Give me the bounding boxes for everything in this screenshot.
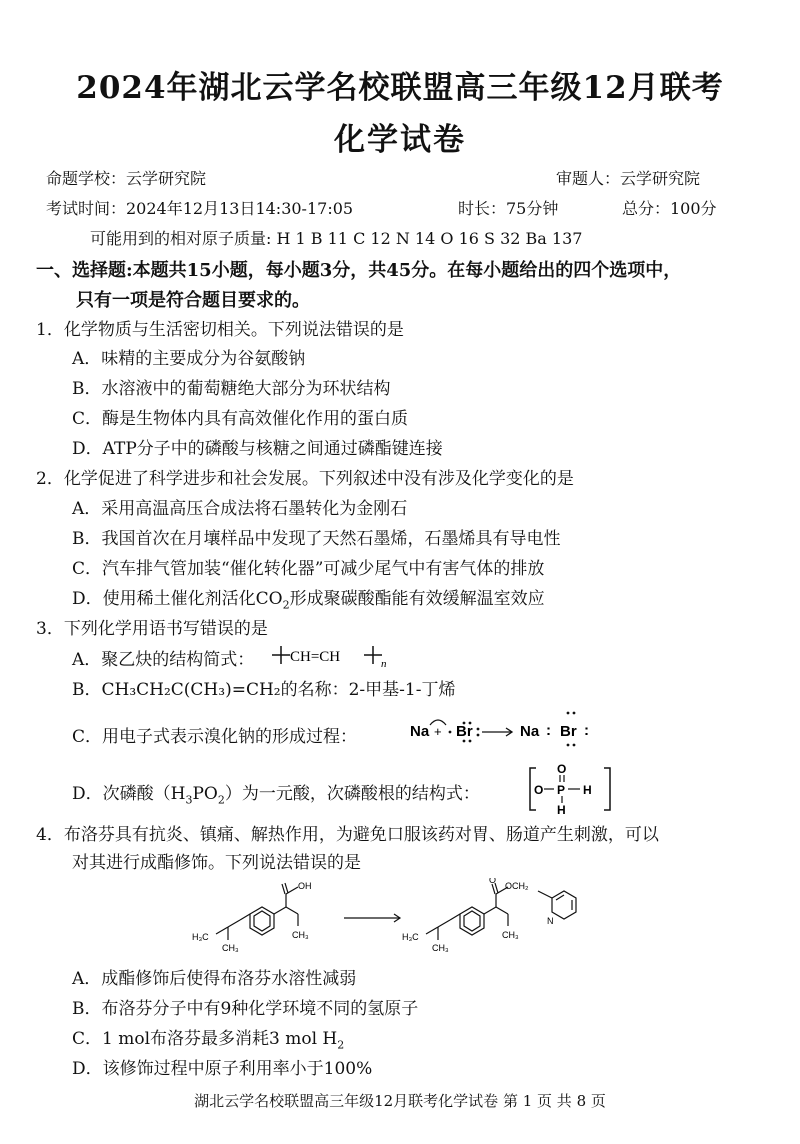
atomic-masses: 可能用到的相对原子质量: H 1 B 11 C 12 N 14 O 16 S 32 Ba 137 xyxy=(90,229,583,248)
question-4-stem-2: 对其进行成酯修饰。下列说法错误的是 xyxy=(72,853,361,873)
section-heading-line1: 一、选择题:本题共15小题，每小题3分，共45分。在每小题给出的四个选项中， xyxy=(36,260,682,281)
q2-option-c: C．汽车排气管加装“催化转化器”可减少尾气中有害气体的排放 xyxy=(72,559,545,579)
phosphorus: P xyxy=(557,783,566,797)
q4-c-subscript: 2 xyxy=(337,1038,345,1052)
q2-option-a: A．采用高温高压合成法将石墨转化为金刚石 xyxy=(72,499,408,519)
ibuprofen-structure xyxy=(216,883,298,940)
hydrogen-bottom: H xyxy=(557,803,566,817)
page-subtitle: 化学试卷 xyxy=(334,122,466,158)
colon-1: : xyxy=(546,722,551,739)
q3-option-a xyxy=(72,645,254,670)
polyacetylene-text: CH=CH xyxy=(290,649,341,665)
reviewer-info: 审题人：云学研究院 xyxy=(556,169,701,188)
ibuprofen-ch3-b: CH₃ xyxy=(292,930,309,940)
q4-option-c xyxy=(72,1024,344,1051)
exam-time: 考试时间：2024年12月13日14:30-17:05 xyxy=(46,199,354,218)
q3-d-text-3: ）为一元酸，次磷酸根的结构式： xyxy=(224,784,480,804)
oxygen-left: O xyxy=(534,783,544,797)
ester-ch3-a: CH₃ xyxy=(432,943,449,953)
q1-option-b: B．水溶液中的葡萄糖绝大部分为环状结构 xyxy=(72,379,391,399)
q3-d-sub-2: 2 xyxy=(217,793,225,807)
ibuprofen-h3c: H₃C xyxy=(192,932,209,942)
polyacetylene-structure xyxy=(268,640,398,672)
q1-option-a: A．味精的主要成分为谷氨酸钠 xyxy=(72,349,306,369)
ester-h3c: H₃C xyxy=(402,932,419,942)
ibuprofen-oh: OH xyxy=(298,881,312,891)
pyridine-n: N xyxy=(547,916,554,926)
q2-d-text-2: 形成聚碳酸酯能有效缓解温室效应 xyxy=(289,589,545,609)
q3-option-b: B．CH₃CH₂C(CH₃)=CH₂的名称：2-甲基-1-丁烯 xyxy=(72,680,456,700)
question-3-stem: 3．下列化学用语书写错误的是 xyxy=(36,619,268,639)
question-4-stem-1: 4．布洛芬具有抗炎、镇痛、解热作用，为避免口服该药对胃、肠道产生刺激，可以 xyxy=(36,825,659,845)
section-heading-line2: 只有一项是符合题目要求的。 xyxy=(76,290,310,311)
nabr-electron-formula xyxy=(408,705,608,751)
exam-score: 总分：100分 xyxy=(622,199,717,218)
plus-sign: + xyxy=(434,724,442,739)
ester-ch3-b: CH₃ xyxy=(502,930,519,940)
page-title: 2024年湖北云学名校联盟高三年级12月联考 xyxy=(76,70,724,106)
school-info: 命题学校：云学研究院 xyxy=(46,169,207,188)
colon-2: : xyxy=(584,722,589,739)
q3-option-c: C．用电子式表示溴化钠的形成过程： xyxy=(72,727,358,747)
q4-option-a: A．成酯修饰后使得布洛芬水溶性减弱 xyxy=(72,969,357,989)
q2-d-subscript: 2 xyxy=(282,598,290,612)
ester-structure xyxy=(426,883,576,940)
ibuprofen-esterification-scheme xyxy=(186,878,606,964)
q3-d-text-2: PO xyxy=(192,784,218,804)
na-atom: Na xyxy=(410,723,430,740)
q2-d-text-1: D．使用稀土催化剂活化CO xyxy=(72,589,283,609)
q1-option-c: C．酶是生物体内具有高效催化作用的蛋白质 xyxy=(72,409,409,429)
br-ion: Br xyxy=(560,723,577,740)
q2-option-d xyxy=(72,584,545,611)
q4-option-b: B．布洛芬分子中有9种化学环境不同的氢原子 xyxy=(72,999,419,1019)
q3-d-sub-1: 3 xyxy=(185,793,193,807)
ibuprofen-ch3-a: CH₃ xyxy=(222,943,239,953)
oxygen-top: O xyxy=(557,762,567,776)
q4-c-text: C．1 mol布洛芬最多消耗3 mol H xyxy=(72,1029,338,1049)
br-atom: Br xyxy=(456,723,473,740)
question-1-stem: 1．化学物质与生活密切相关。下列说法错误的是 xyxy=(36,320,404,340)
ester-carbonyl-o: O xyxy=(489,878,497,885)
q3-a-text: A．聚乙炔的结构简式： xyxy=(72,650,255,670)
ester-och2: OCH₂ xyxy=(505,881,529,891)
q3-d-text-1: D．次磷酸（H xyxy=(72,784,186,804)
page-footer: 湖北云学名校联盟高三年级12月联考化学试卷 第 1 页 共 8 页 xyxy=(194,1092,606,1110)
q4-option-d: D．该修饰过程中原子利用率小于100% xyxy=(72,1059,373,1079)
q2-option-b: B．我国首次在月壤样品中发现了天然石墨烯，石墨烯具有导电性 xyxy=(72,529,561,549)
question-2-stem: 2．化学促进了科学进步和社会发展。下列叙述中没有涉及化学变化的是 xyxy=(36,469,574,489)
q1-option-d: D．ATP分子中的磷酸与核糖之间通过磷酯键连接 xyxy=(72,439,443,459)
hydrogen-right: H xyxy=(583,783,592,797)
na-ion: Na xyxy=(520,723,540,740)
exam-duration: 时长：75分钟 xyxy=(458,199,559,218)
q3-option-d xyxy=(72,779,480,806)
polyacetylene-n: n xyxy=(381,658,387,670)
hypophosphite-structure xyxy=(526,760,616,818)
